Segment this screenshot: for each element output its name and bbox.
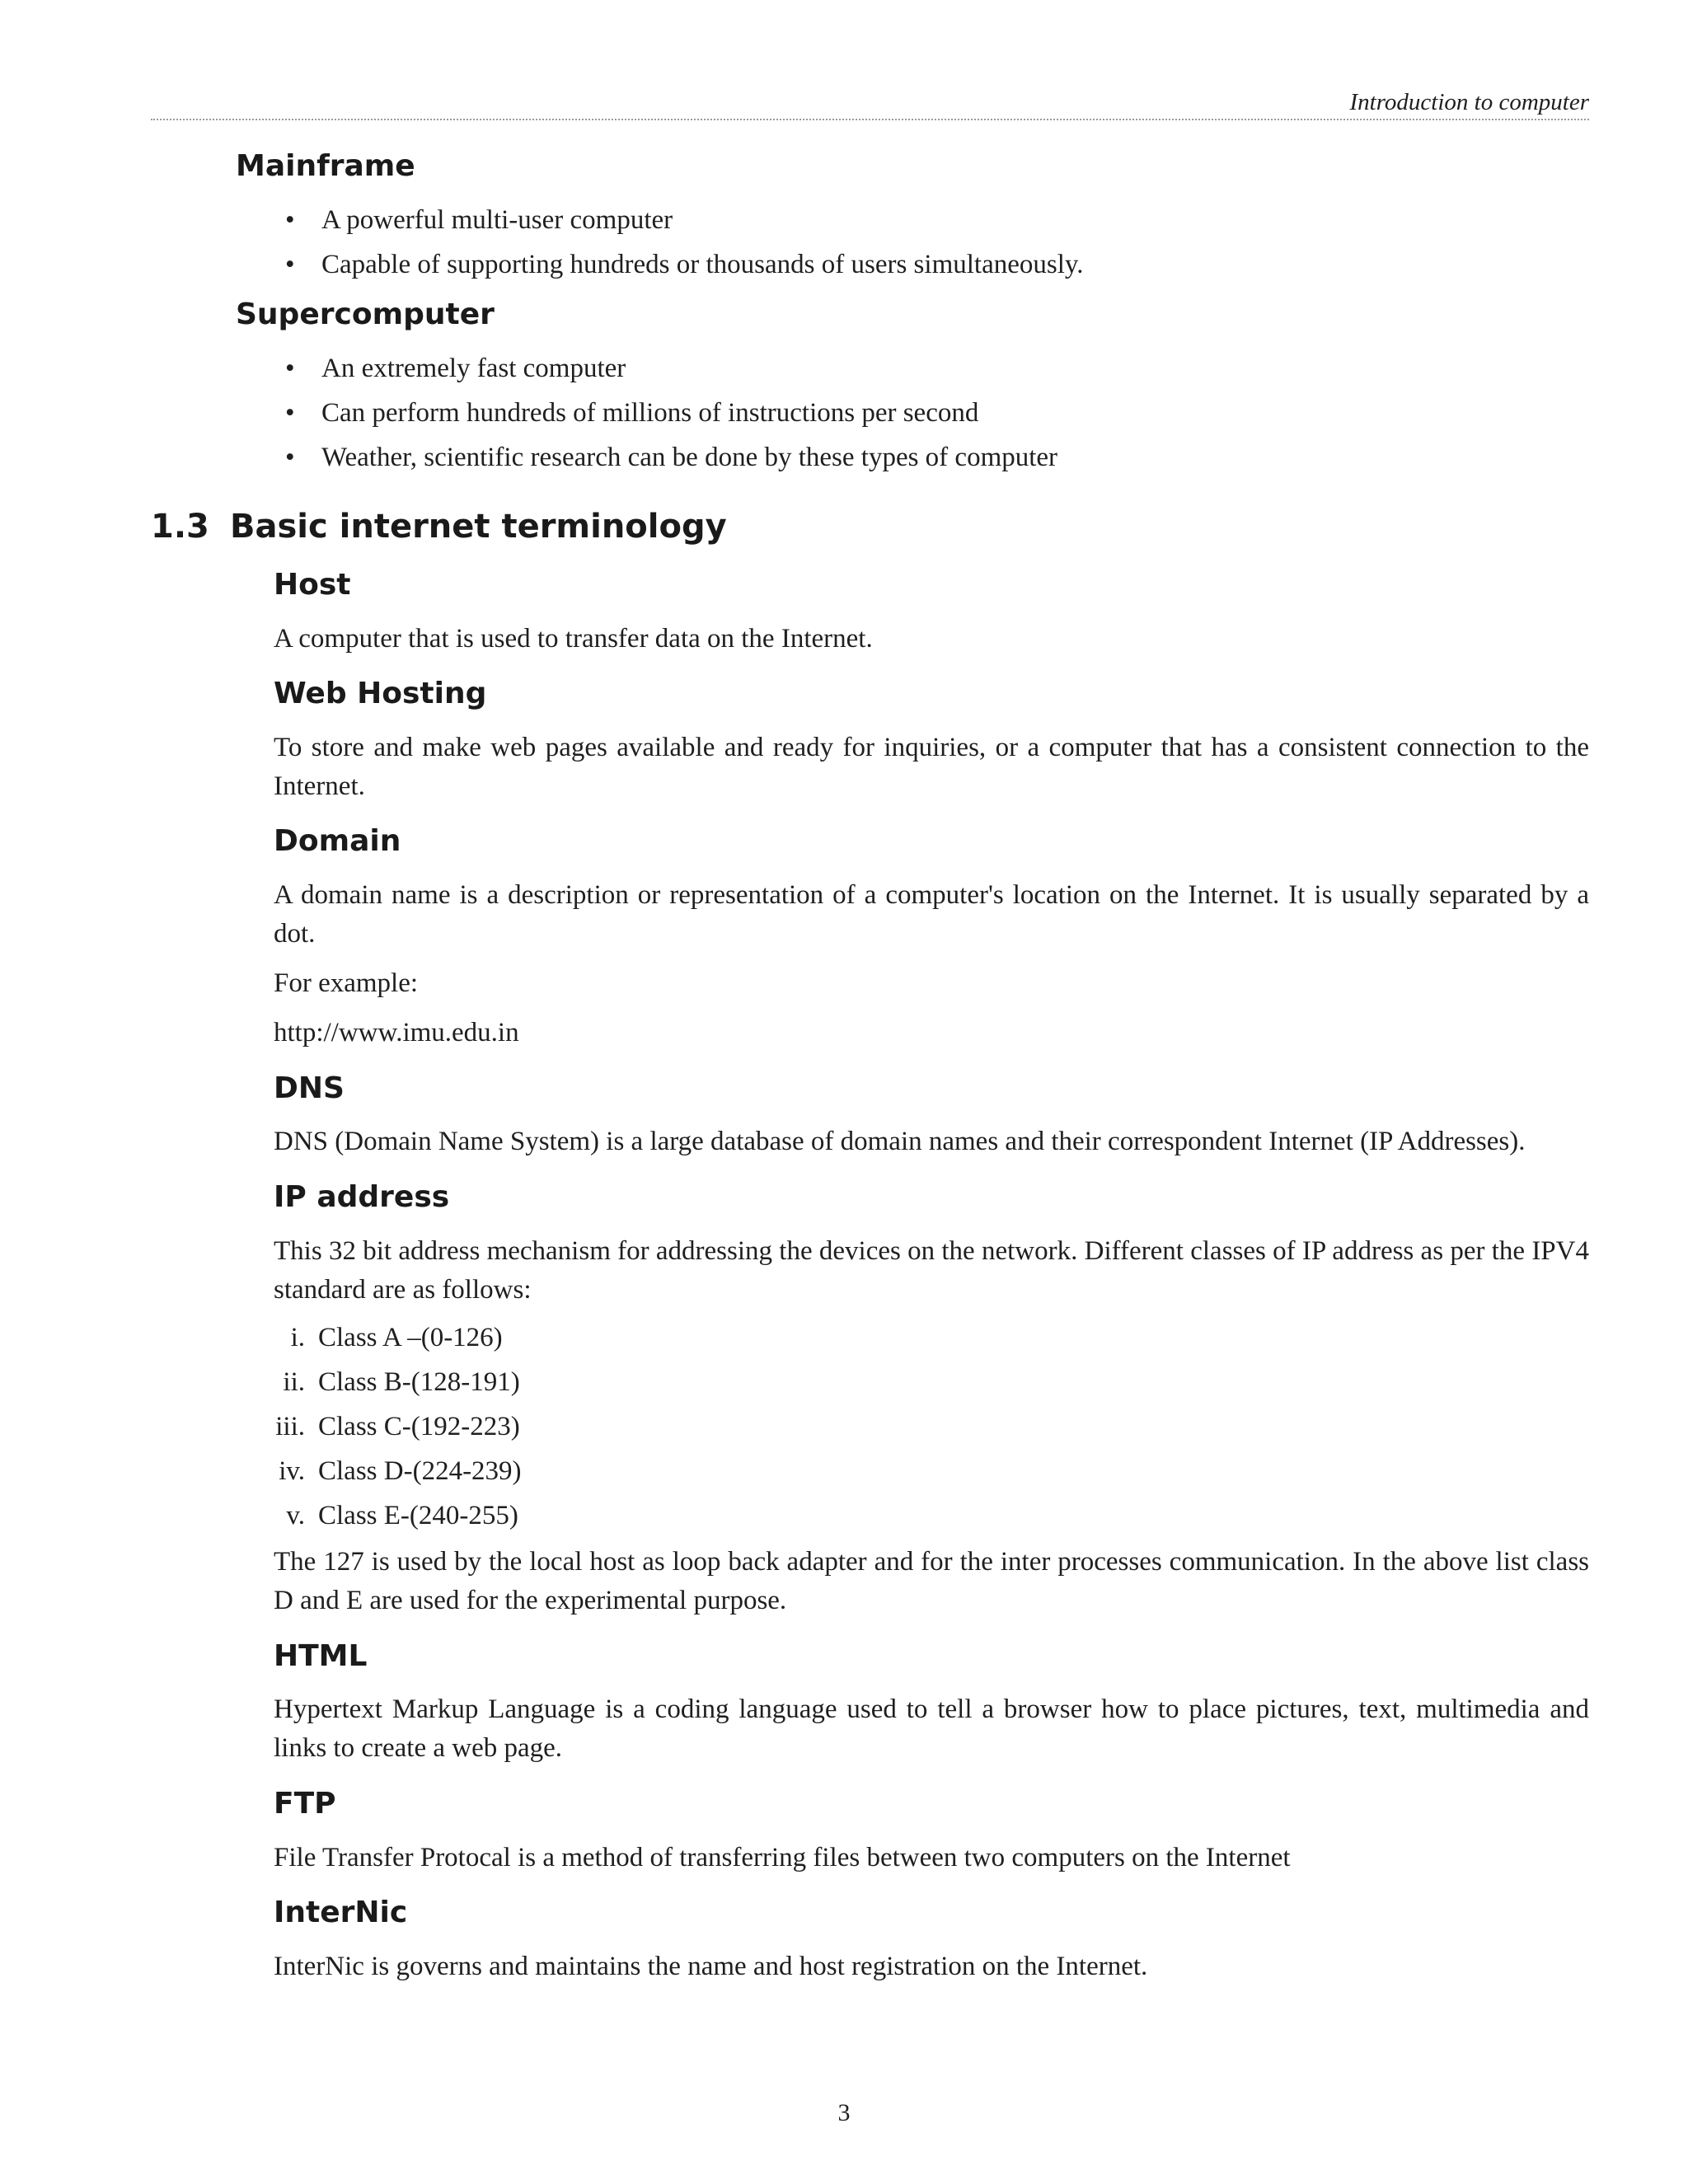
internic-text: InterNic is governs and maintains the name and host registration on the Internet. [274,1952,1148,1981]
ip-class-list [251,1315,522,1538]
list-item: iii. Class C-(192-223) [251,1404,522,1449]
bullet-icon: • [285,443,295,472]
page-number: 3 [837,2099,851,2126]
ip-address-intro: This 32 bit address mechanism for addressing the devices on the network. Different classes of IP address as per the IPV4 standard are as follows: [274,1236,1589,1305]
section-title: Basic internet terminology [230,508,727,546]
domain-text: A domain name is a description or representation of a computer's location on the Internet. It is usually separated by a dot. [274,880,1589,949]
ip-address-note: The 127 is used by the local host as loop back adapter and for the inter processes communication. In the above list class D and E are used for the experimental purpose. [274,1547,1589,1615]
list-marker: v. [286,1501,305,1530]
supercomputer-heading: Supercomputer [236,298,495,331]
bullet-icon: • [285,250,295,279]
running-header: Introduction to computer [151,86,1589,120]
internic-heading: InterNic [274,1896,408,1929]
host-text: A computer that is used to transfer data on the Internet. [274,624,873,654]
list-item: • A powerful multi-user computer [285,198,1083,242]
list-marker: i. [290,1323,305,1352]
mainframe-bullet-list [285,198,1083,287]
html-heading: HTML [274,1639,368,1673]
host-heading: Host [274,568,351,602]
mainframe-heading: Mainframe [236,149,415,183]
ip-address-heading: IP address [274,1180,450,1214]
domain-heading: Domain [274,824,401,858]
list-item: • Capable of supporting hundreds or thousands of users simultaneously. [285,242,1083,287]
list-item: i. Class A –(0-126) [251,1315,522,1360]
bullet-icon: • [285,354,295,383]
web-hosting-text: To store and make web pages available and ready for inquiries, or a computer that has a consistent connection to the Internet. [274,733,1589,801]
ftp-text: File Transfer Protocal is a method of transferring files between two computers on the Internet [274,1843,1291,1872]
dns-text: DNS (Domain Name System) is a large database of domain names and their correspondent Internet (IP Addresses). [274,1127,1526,1156]
domain-example-label: For example: [274,968,419,998]
list-marker: ii. [283,1367,305,1397]
list-item: iv. Class D-(224-239) [251,1449,522,1493]
list-item: v. Class E-(240-255) [251,1493,522,1538]
list-item: • An extremely fast computer [285,346,1057,391]
section-heading [151,506,727,547]
list-marker: iv. [279,1456,305,1486]
bullet-icon: • [285,205,295,235]
dns-heading: DNS [274,1071,345,1105]
supercomputer-bullet-list [285,346,1057,480]
list-marker: iii. [275,1412,305,1441]
list-item: • Can perform hundreds of millions of instructions per second [285,391,1057,435]
ftp-heading: FTP [274,1787,336,1821]
domain-example-url: http://www.imu.edu.in [274,1018,519,1047]
bullet-icon: • [285,398,295,428]
html-text: Hypertext Markup Language is a coding language used to tell a browser how to place pictures, text, multimedia and links to create a web page. [274,1694,1589,1763]
section-number: 1.3 [151,508,209,546]
web-hosting-heading: Web Hosting [274,677,487,710]
list-item: • Weather, scientific research can be done by these types of computer [285,435,1057,480]
list-item: ii. Class B-(128-191) [251,1360,522,1404]
